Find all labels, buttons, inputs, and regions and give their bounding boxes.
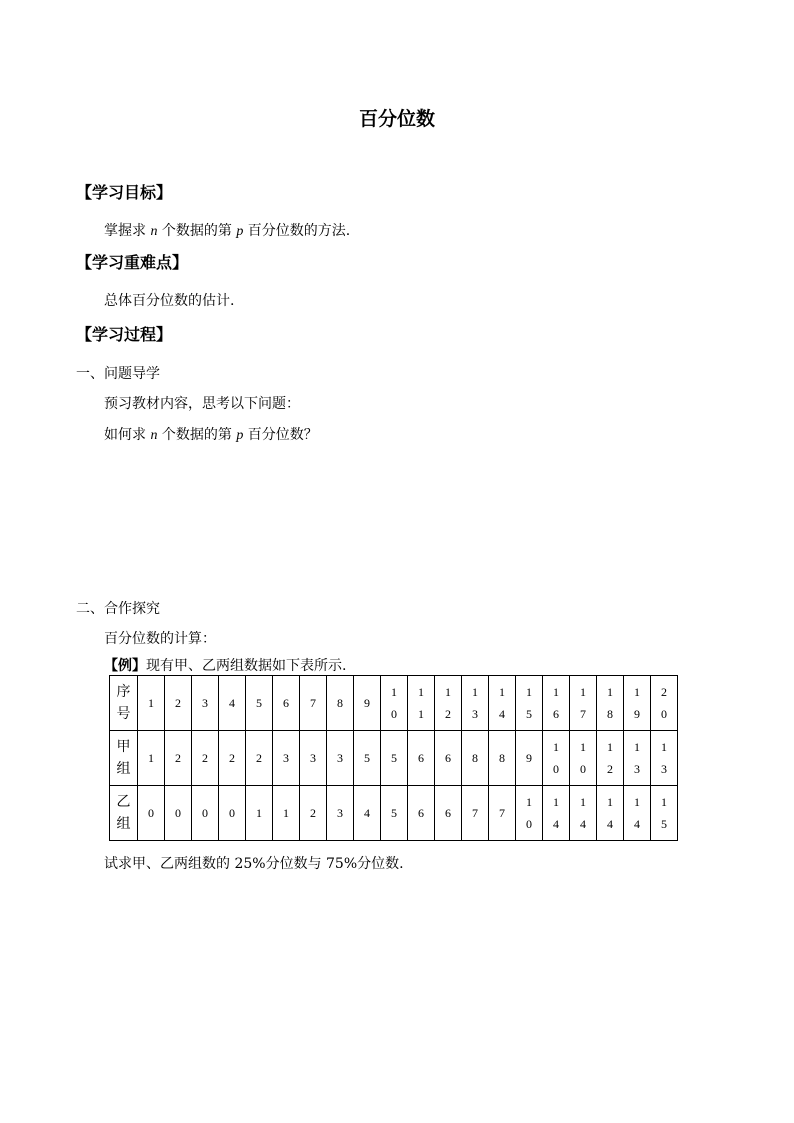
table-row-row-group-yi [110, 786, 678, 841]
table-cell: 1 [138, 731, 165, 786]
page-title: 百分位数 [358, 108, 435, 130]
table-cell: 1 0 [543, 731, 570, 786]
table-cell: 1 6 [543, 676, 570, 731]
table-cell: 2 [165, 676, 192, 731]
table-cell: 1 8 [597, 676, 624, 731]
table-cell: 2 [165, 731, 192, 786]
table-cell: 6 [435, 731, 462, 786]
table-cell: 5 [381, 786, 408, 841]
part2-line1: 百分位数的计算： [104, 631, 216, 647]
row-header [110, 731, 138, 786]
table-cell: 8 [462, 731, 489, 786]
table-cell: 1 2 [435, 676, 462, 731]
table-cell: 1 0 [381, 676, 408, 731]
table-cell: 7 [462, 786, 489, 841]
table-cell: 1 3 [651, 731, 678, 786]
section-heading-goal: 【学习目标】 [76, 183, 173, 202]
table-cell: 1 1 [408, 676, 435, 731]
section-heading-key: 【学习重难点】 [76, 253, 189, 272]
table-cell: 2 0 [651, 676, 678, 731]
table-cell: 9 [516, 731, 543, 786]
table-cell: 3 [327, 731, 354, 786]
key-text: 总体百分位数的估计. [104, 293, 235, 309]
table-cell: 4 [354, 786, 381, 841]
row-header-char: 号 [116, 706, 131, 722]
table-cell: 1 4 [489, 676, 516, 731]
row-header-char: 甲 [116, 739, 131, 755]
table-cell: 7 [489, 786, 516, 841]
table-cell: 1 5 [651, 786, 678, 841]
table-cell: 1 2 [597, 731, 624, 786]
table-cell: 1 [246, 786, 273, 841]
table-cell: 1 4 [624, 786, 651, 841]
table-cell: 1 7 [570, 676, 597, 731]
table-cell: 3 [192, 676, 219, 731]
table-cell: 2 [192, 731, 219, 786]
table-cell: 3 [327, 786, 354, 841]
row-header-char: 组 [116, 761, 131, 777]
table-cell: 1 3 [624, 731, 651, 786]
table-cell: 3 [273, 731, 300, 786]
table-cell: 1 9 [624, 676, 651, 731]
part1-line1: 预习教材内容，思考以下问题： [104, 396, 300, 412]
table-cell: 2 [246, 731, 273, 786]
table-cell: 6 [408, 786, 435, 841]
table-cell: 5 [246, 676, 273, 731]
table-cell: 9 [354, 676, 381, 731]
table-cell: 1 3 [462, 676, 489, 731]
table-cell: 7 [300, 676, 327, 731]
part1-heading: 一、问题导学 [76, 366, 160, 382]
row-header-char: 乙 [116, 794, 131, 810]
table-cell: 1 [273, 786, 300, 841]
example-line [104, 655, 346, 675]
table-cell: 5 [354, 731, 381, 786]
row-header-char: 序 [116, 684, 131, 700]
table-cell: 5 [381, 731, 408, 786]
table-cell: 6 [273, 676, 300, 731]
example-label: 【例】 [104, 658, 146, 674]
table-cell: 1 0 [570, 731, 597, 786]
table-row-row-index [110, 676, 678, 731]
part2-heading: 二、合作探究 [76, 601, 160, 617]
table-cell: 8 [327, 676, 354, 731]
table-cell: 4 [219, 676, 246, 731]
table-cell: 0 [165, 786, 192, 841]
table-cell: 1 4 [570, 786, 597, 841]
table-cell: 1 [138, 676, 165, 731]
table-cell: 2 [300, 786, 327, 841]
goal-text: 掌握求 n 个数据的第 p 百分位数的方法. [104, 223, 351, 239]
table-cell: 6 [435, 786, 462, 841]
table-cell: 3 [300, 731, 327, 786]
row-header [110, 786, 138, 841]
table-cell: 1 5 [516, 676, 543, 731]
table-cell: 0 [192, 786, 219, 841]
row-header [110, 676, 138, 731]
table-cell: 2 [219, 731, 246, 786]
table-row-row-group-jia [110, 731, 678, 786]
section-heading-process: 【学习过程】 [76, 325, 173, 344]
question-text: 试求甲、乙两组数的 25%分位数与 75%分位数. [104, 856, 404, 872]
row-header-char: 组 [116, 816, 131, 832]
table-cell: 1 0 [516, 786, 543, 841]
data-table [109, 675, 678, 841]
part1-line2: 如何求 n 个数据的第 p 百分位数？ [104, 427, 318, 443]
table-cell: 1 4 [597, 786, 624, 841]
example-text: 现有甲、乙两组数据如下表所示. [146, 658, 347, 674]
table-cell: 8 [489, 731, 516, 786]
table-cell: 0 [138, 786, 165, 841]
table-cell: 1 4 [543, 786, 570, 841]
table-cell: 6 [408, 731, 435, 786]
table-cell: 0 [219, 786, 246, 841]
